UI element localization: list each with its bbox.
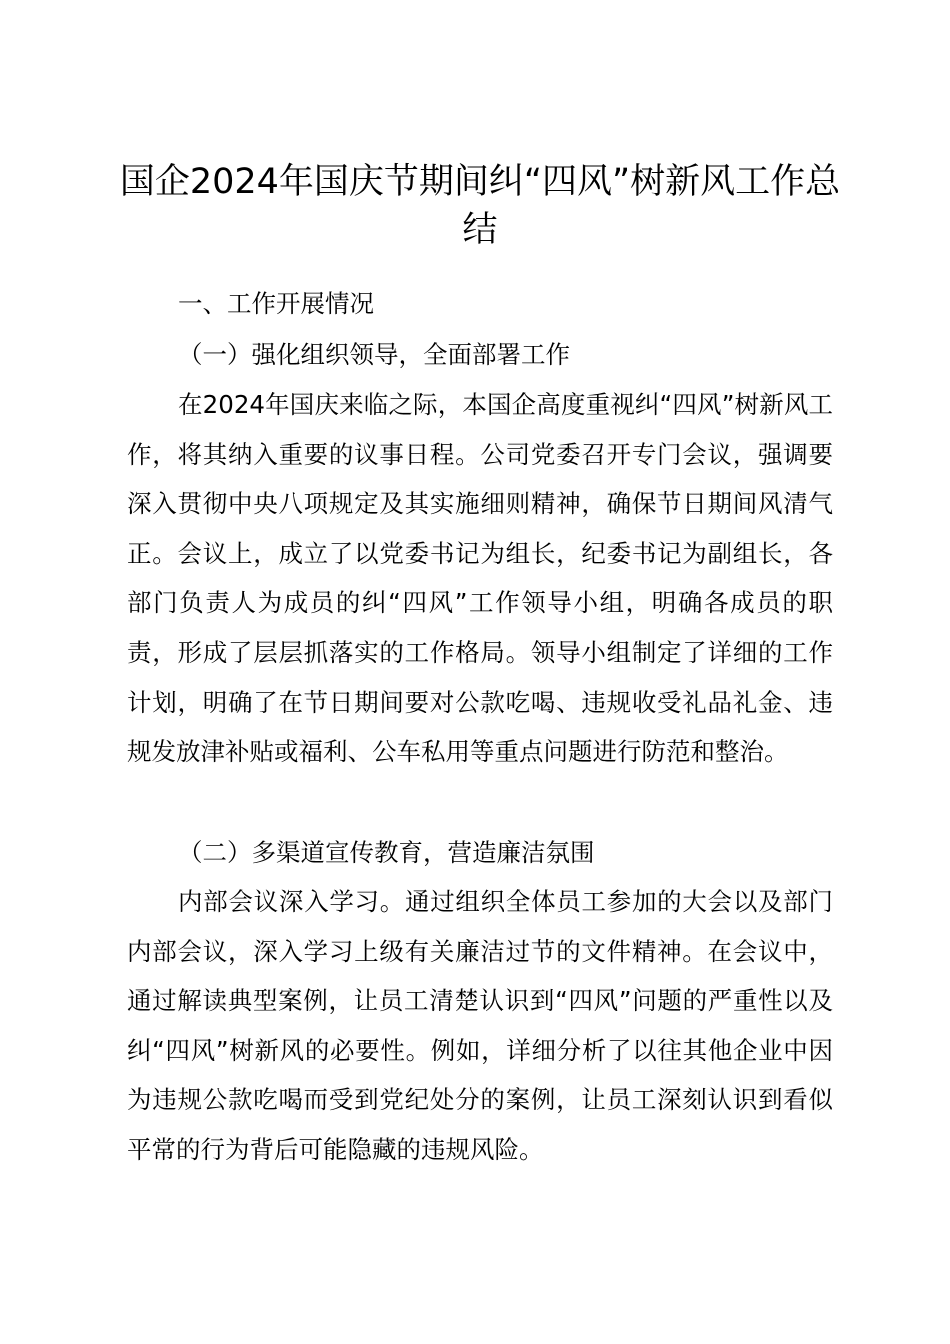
paragraph-2: 内部会议深入学习。通过组织全体员工参加的大会以及部门内部会议，深入学习上级有关廉洁过节的文件精神。在会议中，通过解读典型案例，让员工清楚认识到“四风”问题的严重性以及纠“四风”树新风的必要性。例如，详细分析了以往其他企业中因为违规公款吃喝而受到党纪处分的案例，让员工深刻认识到看似平常的行为背后可能隐藏的违规风险。 xyxy=(127,887,833,1164)
paragraph-1-block xyxy=(127,380,833,777)
paragraph-1: 在2024年国庆来临之际，本国企高度重视纠“四风”树新风工作，将其纳入重要的议事日程。公司党委召开专门会议，强调要深入贯彻中央八项规定及其实施细则精神，确保节日期间风清气正。会议上，成立了以党委书记为组长，纪委书记为副组长，各部门负责人为成员的纠“四风”工作领导小组，明确各成员的职责，形成了层层抓落实的工作格局。领导小组制定了详细的工作计划，明确了在节日期间要对公款吃喝、违规收受礼品礼金、违规发放津补贴或福利、公车私用等重点问题进行防范和整治。 xyxy=(127,390,833,767)
paragraph-2-block xyxy=(127,877,833,1175)
subsection-heading-2: （二）多渠道宣传教育，营造廉洁氛围 xyxy=(178,838,595,867)
document-title: 国企2024年国庆节期间纠“四风”树新风工作总结 xyxy=(119,162,841,250)
subsection-heading-1: （一）强化组织领导，全面部署工作 xyxy=(178,340,570,369)
section-heading: 一、工作开展情况 xyxy=(178,289,374,318)
